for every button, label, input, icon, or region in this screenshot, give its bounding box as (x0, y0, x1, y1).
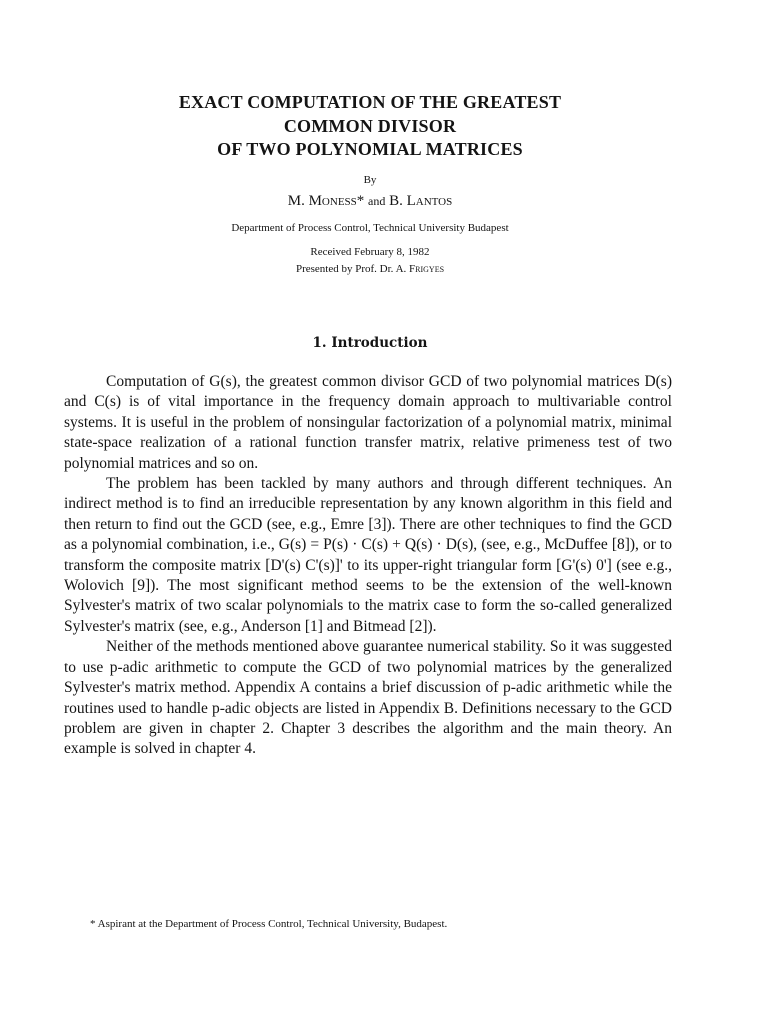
presenter-name: Frigyes (409, 263, 445, 275)
section-heading: 1. Introduction (312, 335, 428, 351)
author-2: B. Lantos (389, 193, 453, 209)
presented-prefix: Presented by Prof. Dr. A. (295, 263, 410, 275)
paragraph-1: Computation of G(s), the greatest common divisor GCD of two polynomial matrices D(s) and C(s) is of vital importance in the frequency domain approach to multivariable control systems. It is useful in the problem of nonsingular factorization of a polynomial matrix, minimal state-space realization of a rational function transfer matrix, relative primeness test of two polynomial matrices and so on. (64, 373, 672, 472)
title-line-1: EXACT COMPUTATION OF THE GREATEST (178, 92, 562, 112)
received-date: Received February 8, 1982 (310, 246, 430, 258)
body-text (64, 372, 672, 760)
footnote: * Aspirant at the Department of Process Control, Technical University, Budapest. (90, 918, 448, 930)
authors (0, 193, 740, 210)
byline: By (363, 174, 377, 186)
title-line-3: OF TWO POLYNOMIAL MATRICES (217, 139, 523, 159)
affiliation: Department of Process Control, Technical University Budapest (231, 222, 509, 234)
author-conjunction: and (368, 194, 386, 208)
author-1: M. Moness* (287, 193, 365, 209)
title-line-2: COMMON DIVISOR (283, 116, 457, 136)
paragraph-2: The problem has been tackled by many authors and through different techniques. An indirect method is to find an irreducible representation by any known algorithm in this field and then return to find out the GCD (see, e.g., Emre [3]). There are other techniques to find the GCD as a polynomial combination, i.e., G(s) = P(s) · C(s) + Q(s) · D(s), (see, e.g., McDuffee [8]), or to transform the composite matrix [D'(s) C'(s)]' to its upper-right triangular form [G'(s) 0'] (see e.g., Wolovich [9]). The most significant method seems to be the extension of the well-known Sylvester's matrix of two scalar polynomials to the matrix case to form the so-called generalized Sylvester's matrix (see, e.g., Anderson [1] and Bitmead [2]). (64, 475, 672, 635)
presented-by (0, 263, 740, 275)
paragraph-3: Neither of the methods mentioned above guarantee numerical stability. So it was suggested to use p-adic arithmetic to compute the GCD of two polynomial matrices by the generalized Sylvester's matrix method. Appendix A contains a brief discussion of p-adic arithmetic while the routines used to handle p-adic objects are listed in Appendix B. Definitions necessary to the GCD problem are given in chapter 2. Chapter 3 describes the algorithm and the main theory. An example is solved in chapter 4. (64, 638, 672, 758)
